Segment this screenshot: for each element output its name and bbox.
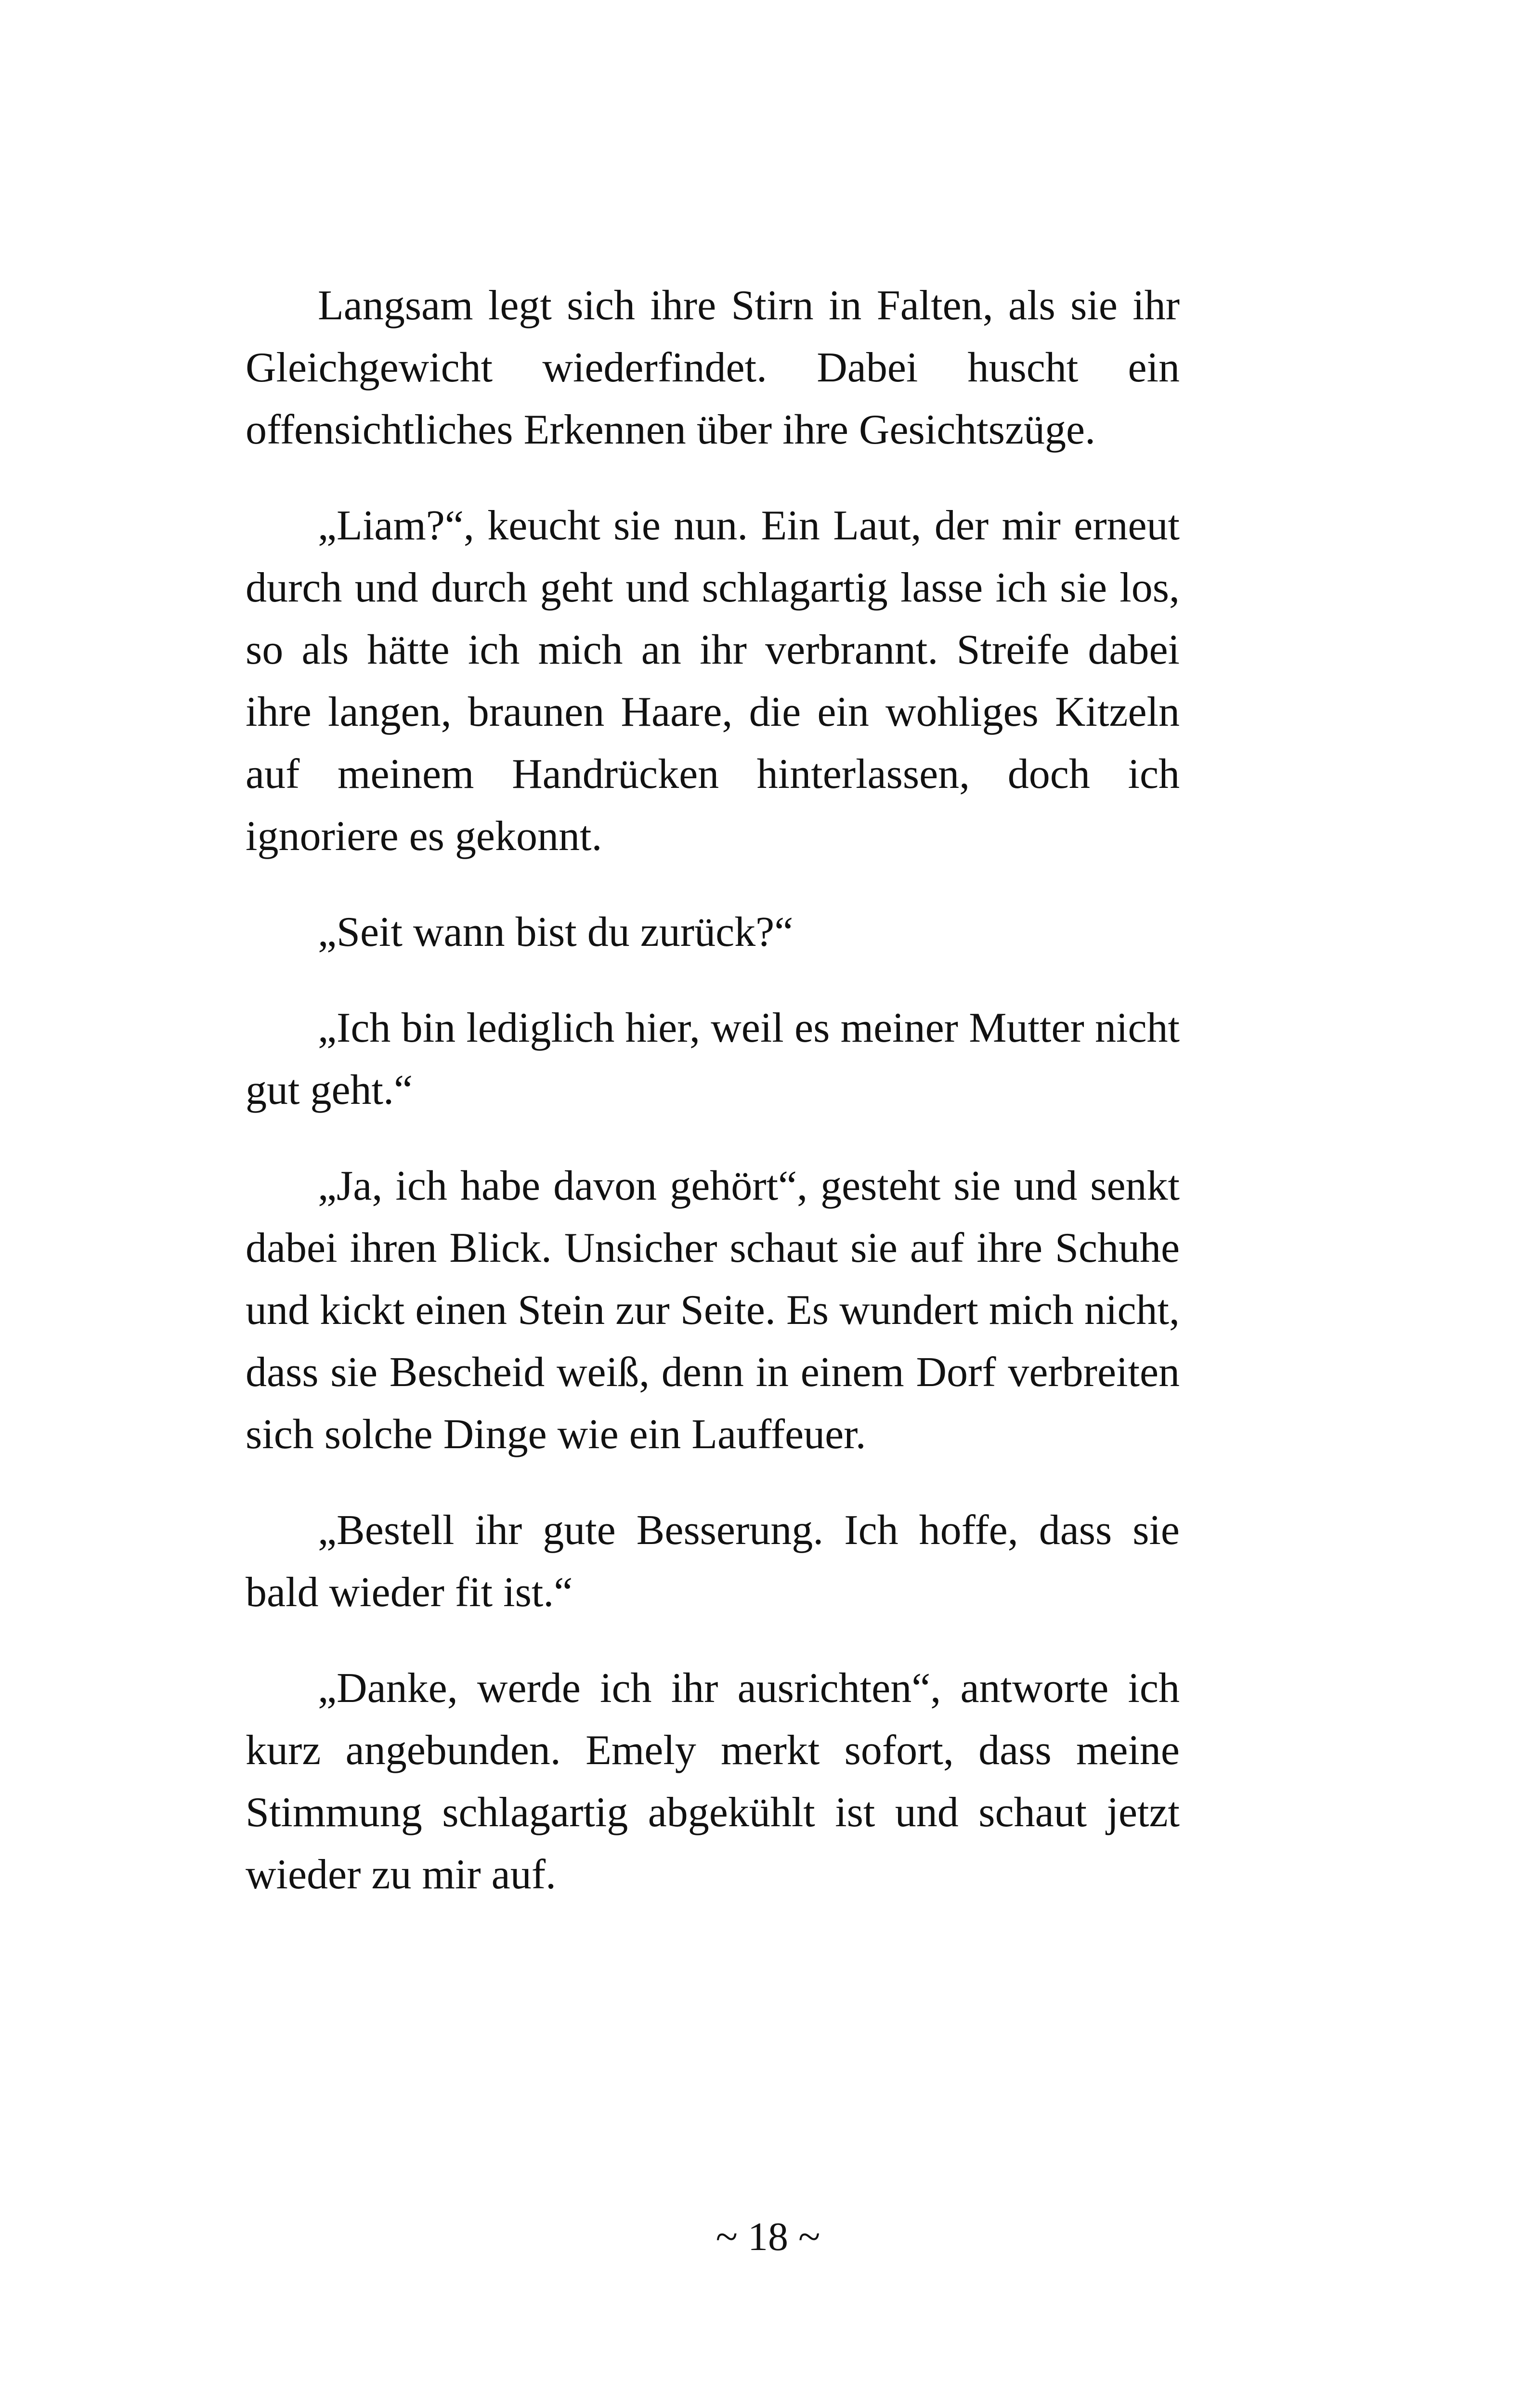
page-body bbox=[246, 275, 1180, 1939]
page-number: ~ 18 ~ bbox=[716, 2214, 820, 2259]
paragraph: „Ja, ich habe davon gehört“, gesteht sie und senkt dabei ihren Blick. Unsicher schaut sie auf ihre Schuhe und kickt einen Stein zur Seite. Es wundert mich nicht, dass sie Bescheid weiß, denn in einem Dorf verbreiten sich solche Dinge wie ein Lauffeuer. bbox=[246, 1163, 1180, 1458]
paragraph: „Liam?“, keucht sie nun. Ein Laut, der mir erneut durch und durch geht und schlagartig lasse ich sie los, so als hätte ich mich an ihr verbrannt. Streife dabei ihre langen, braunen Haare, die ein wohliges Kitzeln auf meinem Handrücken hinterlassen, doch ich ignoriere es gekonnt. bbox=[246, 502, 1180, 860]
paragraph: „Ich bin lediglich hier, weil es meiner Mutter nicht gut geht.“ bbox=[246, 1005, 1180, 1113]
paragraph: „Seit wann bist du zurück?“ bbox=[318, 909, 794, 955]
paragraph: Langsam legt sich ihre Stirn in Falten, als sie ihr Gleichgewicht wiederfindet. Dabei huscht ein offensichtliches Erkennen über ihre Gesichtszüge. bbox=[246, 282, 1180, 453]
paragraph: „Danke, werde ich ihr ausrichten“, antworte ich kurz angebunden. Emely merkt sofort, dass meine Stimmung schlagartig abgekühlt ist und schaut jetzt wieder zu mir auf. bbox=[246, 1665, 1180, 1898]
paragraph: „Bestell ihr gute Besserung. Ich hoffe, dass sie bald wieder fit ist.“ bbox=[246, 1507, 1180, 1616]
